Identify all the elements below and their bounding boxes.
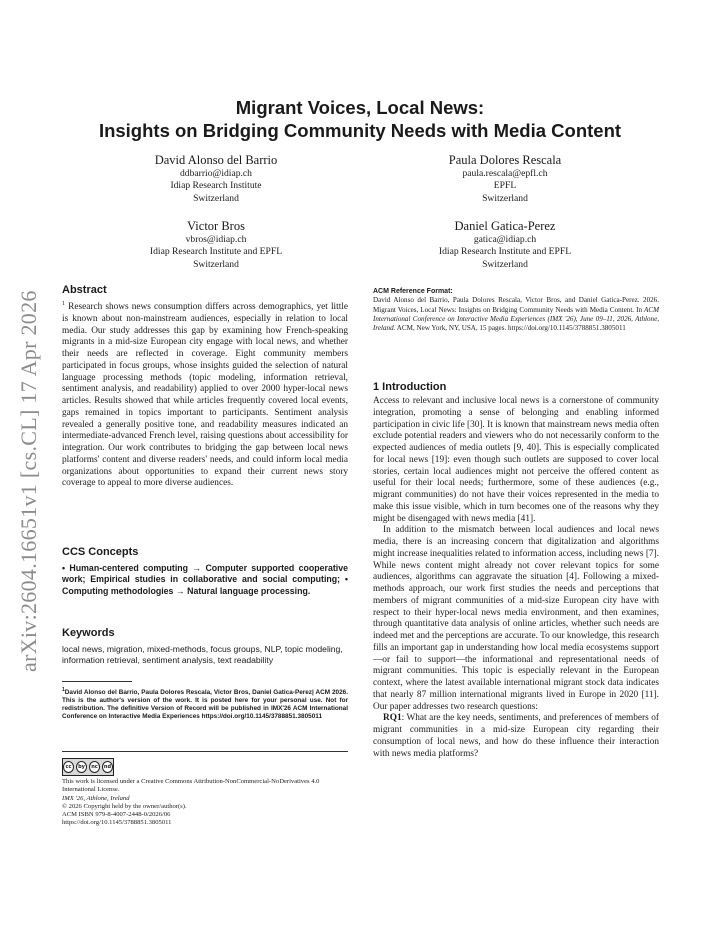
author-country: Switzerland	[193, 258, 239, 270]
author-email[interactable]: vbros@idiap.ch	[185, 234, 247, 245]
title-line-2: Insights on Bridging Community Needs with Media Content	[98, 120, 622, 141]
author-block	[96, 152, 336, 205]
license-doi[interactable]: https://doi.org/10.1145/3788851.3805011	[62, 819, 172, 827]
abstract-heading: Abstract	[62, 284, 107, 296]
nc-icon: nc	[89, 761, 100, 773]
intro-paragraph-2: In addition to the mismatch between local audiences and local news media, there is an increasing concern that digitalization and algorithms might increase inequalities related to information access, including news [7]. While news content might already not cover relevant topics for some audiences, algorithms can aggravate the situation [4]. Following a mixed-methods approach, our work first studies the needs and perceptions that members of migrant communities of a mid-size European city have with respect to their hyper-local news media environment, and then examines, through quantitative data analysis of online articles, whether such needs are indeed met and the perceptions are accurate. To our knowledge, this research fills an important gap in understanding how local media ecosystems support—or fail to support—the informational and representational needs of migrant communities. This topic is especially relevant in the European context, where the latest available international migrant stock data indicates that nearly 87 million international migrants lived in Europe in 2020 [11]. Our paper addresses two research questions:	[373, 525, 659, 712]
footnote	[62, 686, 348, 722]
by-icon: by	[76, 761, 87, 773]
license-venue: IMX '26, Athlone, Ireland	[62, 794, 130, 802]
acm-reference-heading: ACM Reference Format:	[373, 288, 453, 295]
acm-reference	[373, 287, 659, 333]
author-email[interactable]: gatica@idiap.ch	[473, 234, 537, 245]
author-block	[96, 218, 336, 271]
author-name: David Alonso del Barrio	[154, 153, 278, 167]
abstract-text	[62, 299, 348, 490]
license-copyright: © 2026 Copyright held by the owner/author(s).	[62, 802, 187, 810]
author-affiliation: EPFL	[493, 180, 517, 192]
acm-reference-text: David Alonso del Barrio, Paula Dolores Rescala, Victor Bros, and Daniel Gatica-Perez. 2026. Migrant Voices, Local News: Insights on Bridging Community Needs with Media Content. In ACM International Conference on Interactive Media Experiences (IMX '26), June 09–11, 2026, Athlone, Ireland. ACM, New York, NY, USA, 15 pages. https://doi.org/10.1145/3788851.3805011	[373, 296, 659, 333]
author-country: Switzerland	[482, 192, 528, 204]
author-email[interactable]: ddbarrio@idiap.ch	[180, 168, 252, 179]
introduction-section	[373, 380, 659, 760]
footnote-marker[interactable]: 1	[62, 301, 65, 307]
creative-commons-badge[interactable]	[62, 758, 114, 776]
paper-title	[60, 96, 660, 142]
abstract-body: Research shows news consumption differs across demographics, yet little is known about non-mainstream audiences, especially in relation to local media. Our study addresses this gap by examining how French-speaking migrants in a mid-size European city engage with local news, and whether their needs are reflected in coverage. Eight community members participated in focus groups, whose insights guided the selection of natural language processing methods (topic modeling, information retrieval, sentiment analysis, and readability) applied to over 2000 hyper-local news articles. Results showed that while articles frequently covered local events, gaps remained in topics important to participants. Sentiment analysis revealed a generally positive tone, and readability measures indicated an intermediate-advanced French level, raising questions about accessibility for integration. Our work contributes to bridging the gap between local news platforms' content and diverse readers' needs, and could inform local media organizations about opportunities to expand their current news story coverage to appeal to more diverse audiences.	[62, 302, 348, 489]
author-name: Paula Dolores Rescala	[448, 153, 562, 167]
license-isbn: ACM ISBN 979-8-4007-2448-0/2026/06	[62, 811, 171, 819]
ccs-text: • Human-centered computing → Computer supported cooperative work; Empirical studies in collaborative and social computing; • Computing methodologies → Natural language processing.	[62, 563, 348, 596]
author-email[interactable]: paula.rescala@epfl.ch	[462, 168, 548, 179]
nd-icon: nd	[102, 761, 113, 773]
cc-icon: cc	[63, 761, 74, 773]
license-rule	[62, 751, 348, 752]
ccs-section	[62, 545, 348, 597]
ccs-heading: CCS Concepts	[62, 546, 139, 558]
author-block	[385, 152, 625, 205]
author-affiliation: Idiap Research Institute	[170, 180, 262, 192]
keywords-heading: Keywords	[62, 627, 115, 639]
introduction-heading: 1 Introduction	[373, 381, 447, 393]
author-name: Victor Bros	[187, 219, 245, 233]
author-country: Switzerland	[193, 192, 239, 204]
research-question-1: RQ1: What are the key needs, sentiments, and preferences of members of migrant communities in a mid-size European city regarding their consumption of local news, and how do these influence their interaction with news media platforms?	[373, 713, 659, 759]
footnote-rule	[62, 681, 132, 682]
title-line-1: Migrant Voices, Local News:	[235, 97, 485, 118]
abstract-section	[62, 283, 348, 490]
intro-paragraph-1: Access to relevant and inclusive local news is a cornerstone of community integration, promoting a sense of belonging and enabling informed participation in civic life [30]. It is known that mainstream news media often exclude potential readers and viewers who do not necessarily conform to the expected audiences of media outlets [9, 40]. This is especially complicated for local news [19]: even though such outlets are supposed to cover local stories, certain local audiences might not perceive the offered content as useful for their local needs; furthermore, some of these audiences (e.g., migrant communities) do not have their voices represented in the media to make this issue visible, which in turn becomes one of the reasons why they might be disengaged with news media [41].	[373, 396, 659, 524]
keywords-text: local news, migration, mixed-methods, focus groups, NLP, topic modeling, information retrieval, sentiment analysis, text readability	[62, 644, 343, 666]
footnote-body: David Alonso del Barrio, Paula Dolores Rescala, Victor Bros, Daniel Gatica-Perez| ACM 2026. This is the author's version of the work. It is posted here for your personal use. Not for redistribution. The definitive Version of Record will be published in IMX'26 ACM International Conference on Interactive Media Experiences https://doi.org/10.1145/3788851.3805011	[62, 689, 348, 721]
keywords-section	[62, 626, 348, 666]
author-affiliation: Idiap Research Institute and EPFL	[438, 246, 572, 258]
arxiv-identifier: arXiv:2604.16651v1 [cs.CL] 17 Apr 2026	[16, 290, 41, 672]
author-name: Daniel Gatica-Perez	[454, 219, 556, 233]
footnote-text	[62, 686, 348, 722]
author-affiliation: Idiap Research Institute and EPFL	[149, 246, 283, 258]
author-block	[385, 218, 625, 271]
footnote-number: 1	[62, 687, 65, 693]
license-text: This work is licensed under a Creative Commons Attribution-NonCommercial-NoDerivatives 4.0 International License.	[62, 778, 320, 794]
author-country: Switzerland	[482, 258, 528, 270]
license-block	[62, 778, 348, 828]
